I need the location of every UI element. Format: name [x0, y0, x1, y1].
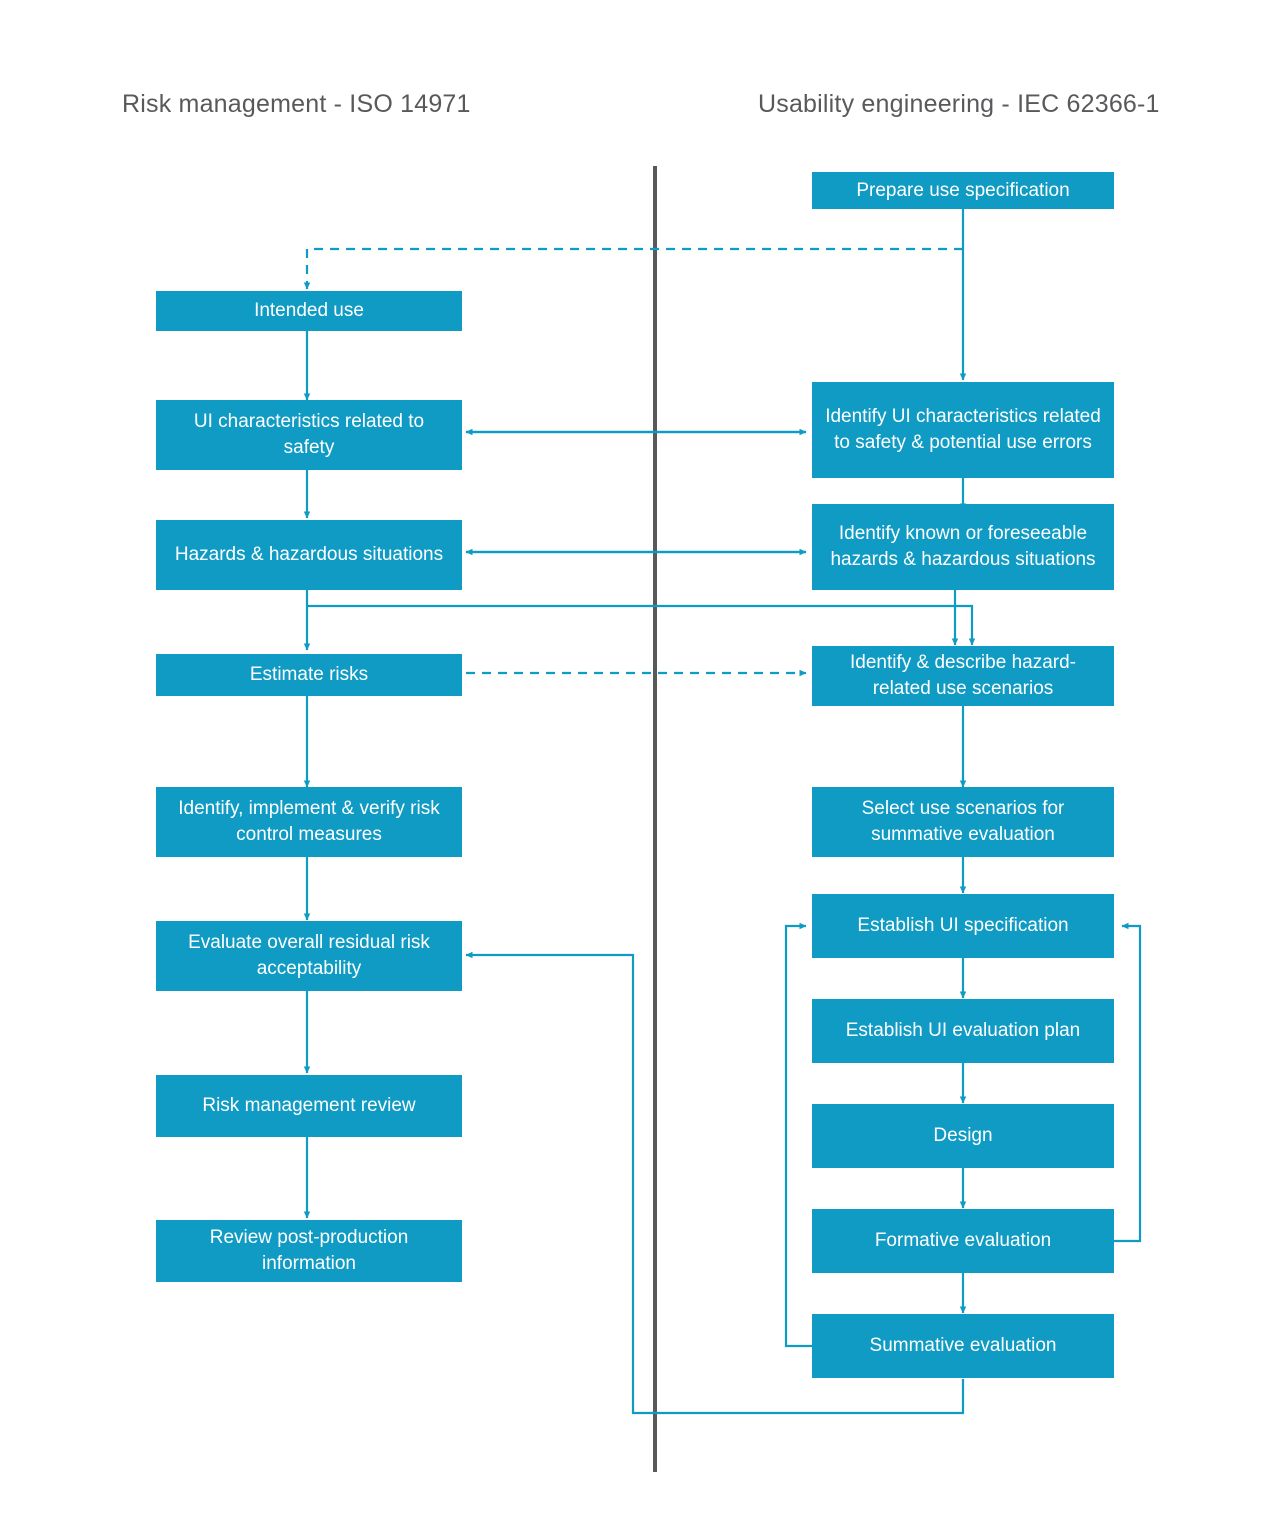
- node-establish-ui-specification[interactable]: Establish UI specification: [812, 894, 1114, 958]
- node-establish-ui-evaluation-plan[interactable]: Establish UI evaluation plan: [812, 999, 1114, 1063]
- vertical-divider: [653, 166, 657, 1472]
- node-identify-ui-characteristics[interactable]: Identify UI characteristics related to safety & potential use errors: [812, 382, 1114, 478]
- node-identify-use-scenarios[interactable]: Identify & describe hazard-related use scenarios: [812, 646, 1114, 706]
- node-prepare-use-specification[interactable]: Prepare use specification: [812, 172, 1114, 209]
- node-formative-evaluation[interactable]: Formative evaluation: [812, 1209, 1114, 1273]
- node-intended-use[interactable]: Intended use: [156, 291, 462, 331]
- node-estimate-risks[interactable]: Estimate risks: [156, 654, 462, 696]
- node-hazards-hazardous-situations[interactable]: Hazards & hazardous situations: [156, 520, 462, 590]
- node-select-use-scenarios[interactable]: Select use scenarios for summative evaluation: [812, 787, 1114, 857]
- node-risk-control-measures[interactable]: Identify, implement & verify risk control measures: [156, 787, 462, 857]
- node-identify-known-hazards[interactable]: Identify known or foreseeable hazards & hazardous situations: [812, 504, 1114, 590]
- column-title-usability-engineering: Usability engineering - IEC 62366-1: [758, 90, 1160, 118]
- node-summative-evaluation[interactable]: Summative evaluation: [812, 1314, 1114, 1378]
- node-design[interactable]: Design: [812, 1104, 1114, 1168]
- node-ui-characteristics-safety[interactable]: UI characteristics related to safety: [156, 400, 462, 470]
- column-title-risk-management: Risk management - ISO 14971: [122, 90, 471, 118]
- node-risk-management-review[interactable]: Risk management review: [156, 1075, 462, 1137]
- node-review-post-production[interactable]: Review post-production information: [156, 1220, 462, 1282]
- node-evaluate-residual-risk[interactable]: Evaluate overall residual risk acceptability: [156, 921, 462, 991]
